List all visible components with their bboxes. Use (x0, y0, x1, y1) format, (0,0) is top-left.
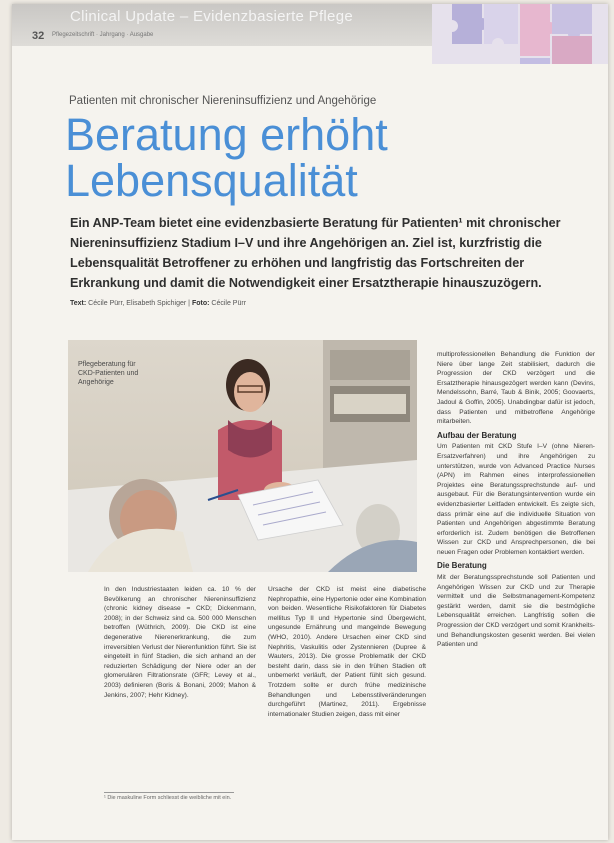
header-band (12, 4, 608, 46)
article-kicker: Patienten mit chronischer Niereninsuffizienz und Angehörige (69, 95, 377, 107)
article-title: Beratung erhöht Lebensqualität (65, 109, 388, 206)
puzzle-graphic (432, 4, 608, 64)
section-title: Clinical Update – Evidenzbasierte Pflege (70, 8, 353, 25)
column-left-text: In den Industriestaaten leiden ca. 10 % der Bevölkerung an chronischer Niereninsuffizienz (chronic kidney disease = CKD; Dickenmann, 2008); in der Schweiz sind ca. 500 000 Menschen betroffen (Wüthrich, 2009). Die CKD ist eine degenerative Nierenerkrankung, die zum irreversiblen Verlust der Nierenfunktion führt. Sie ist eingeteilt in fünf Stadien, die sich anhand an der reduzierten Schädigung der Niere oder an der glomerulären Filtrationsrate (GFR; Levey et al., 2003) definieren (Boris & Bonani, 2009; Mahon & Jenkins, 2007; Hehr Kidney). (104, 586, 256, 699)
credits-photo-label: Foto: (191, 300, 210, 307)
credits-photographer: Cécile Pürr (211, 300, 247, 307)
footnote: ¹ Die maskuline Form schliesst die weibliche mit ein. (104, 792, 234, 802)
heading-beratung: Die Beratung (437, 561, 487, 571)
column-right-intro: multiprofessionellen Behandlung die Funktion der Niere über lange Zeit stabilisiert, dadurch die Progression der CKD verzögert und die Ersatztherapie hinausgezögert werden kann (Devins, Mendelssohn, Barré, Taub & Binik, 2005; Goovaerts, Jadoul & Goffin, 2005). Unabdingbar dafür ist jedoch, dass Patienten und mitbetroffene Angehörige mitarbeiten. (437, 351, 595, 426)
column-middle-text: Ursache der CKD ist meist eine diabetische Nephropathie, eine Hypertonie oder eine Kombination von beiden. Wesentliche Risikofaktoren für Diabetes mellitus Typ II und Hypertonie sind Übergewicht, ungesunde Ernährung und mangelnde Bewegung (WHO, 2010). Andere Ursachen einer CKD sind Nephritis, Vaskulitis oder Zystennieren (Dupree & Wauters, 2013). Die grosse Problematik der CKD besteht darin, dass sie in den frühen Stadien oft unbemerkt verläuft, der Patient fühlt sich gesund. Trotzdem sollte er durch frühe medizinische Behandlungen und Lebensstilveränderungen durchgeführt (Martinez, 2011). Ergebnisse internationaler Studien zeigen, dass mit einer (268, 586, 426, 718)
article-credits: Text: Cécile Pürr, Elisabeth Spichiger | Foto: Cécile Pürr (70, 300, 247, 307)
column-left (104, 585, 256, 704)
page-number: 32 (32, 30, 45, 42)
column-right-body-1: Um Patienten mit CKD Stufe I–V (ohne Nieren-Ersatzverfahren) und ihre Angehörigen zu unterstützen, wurde von Advanced Practice Nurses (APN) im Rahmen eines interprofessionellen Projektes eine Beratungssprechstunde auf- und ausgebaut. Für die Beratungsintervention wurde ein evidenzbasierter Leitfaden entwickelt. Es zeigte sich, dass primär eine auf die individuelle Situation von Patienten und Angehörigen abgestimmte Beratung erforderlich ist. Zudem benötigen die Betroffenen Wissen zur CKD und Ansprechpersonen, die bei neuen Fragen oder Problemen kontaktiert werden. (437, 443, 595, 556)
magazine-page (12, 4, 608, 840)
column-middle (268, 585, 426, 723)
photo-caption: Pflegeberatung für CKD-Patienten und Angehörige (78, 361, 139, 386)
column-right (437, 350, 595, 654)
article-lead: Ein ANP-Team bietet eine evidenzbasierte Beratung für Patienten¹ mit chronischer Niereninsuffizienz Stadium I–V und ihre Angehörigen an. Ziel ist, kurzfristig die Lebensqualität Betroffener zu erhöhen und langfristig das Fortschreiten der Erkrankung und damit die Notwendigkeit einer Ersatztherapie hinauszuzögern. (70, 216, 561, 290)
header-meta: Pflegezeitschrift · Jahrgang · Ausgabe (52, 32, 154, 38)
heading-aufbau: Aufbau der Beratung (437, 430, 517, 440)
credits-text-label: Text: (70, 300, 87, 307)
article-photo (68, 340, 417, 572)
column-right-body-2: Mit der Beratungssprechstunde soll Patienten und Angehörigen Wissen zur CKD und zur Therapie vermittelt und die Selbstmanagement-Kompetenz gestärkt werden, damit sie die bestmögliche Lebensqualität erreichen. Langfristig sollen die Progression der CKD verzögert und somit Krankheits- und Behandlungskosten gesenkt werden. Bei vielen Patienten und (437, 574, 595, 649)
credits-authors: Cécile Pürr, Elisabeth Spichiger (88, 300, 187, 307)
